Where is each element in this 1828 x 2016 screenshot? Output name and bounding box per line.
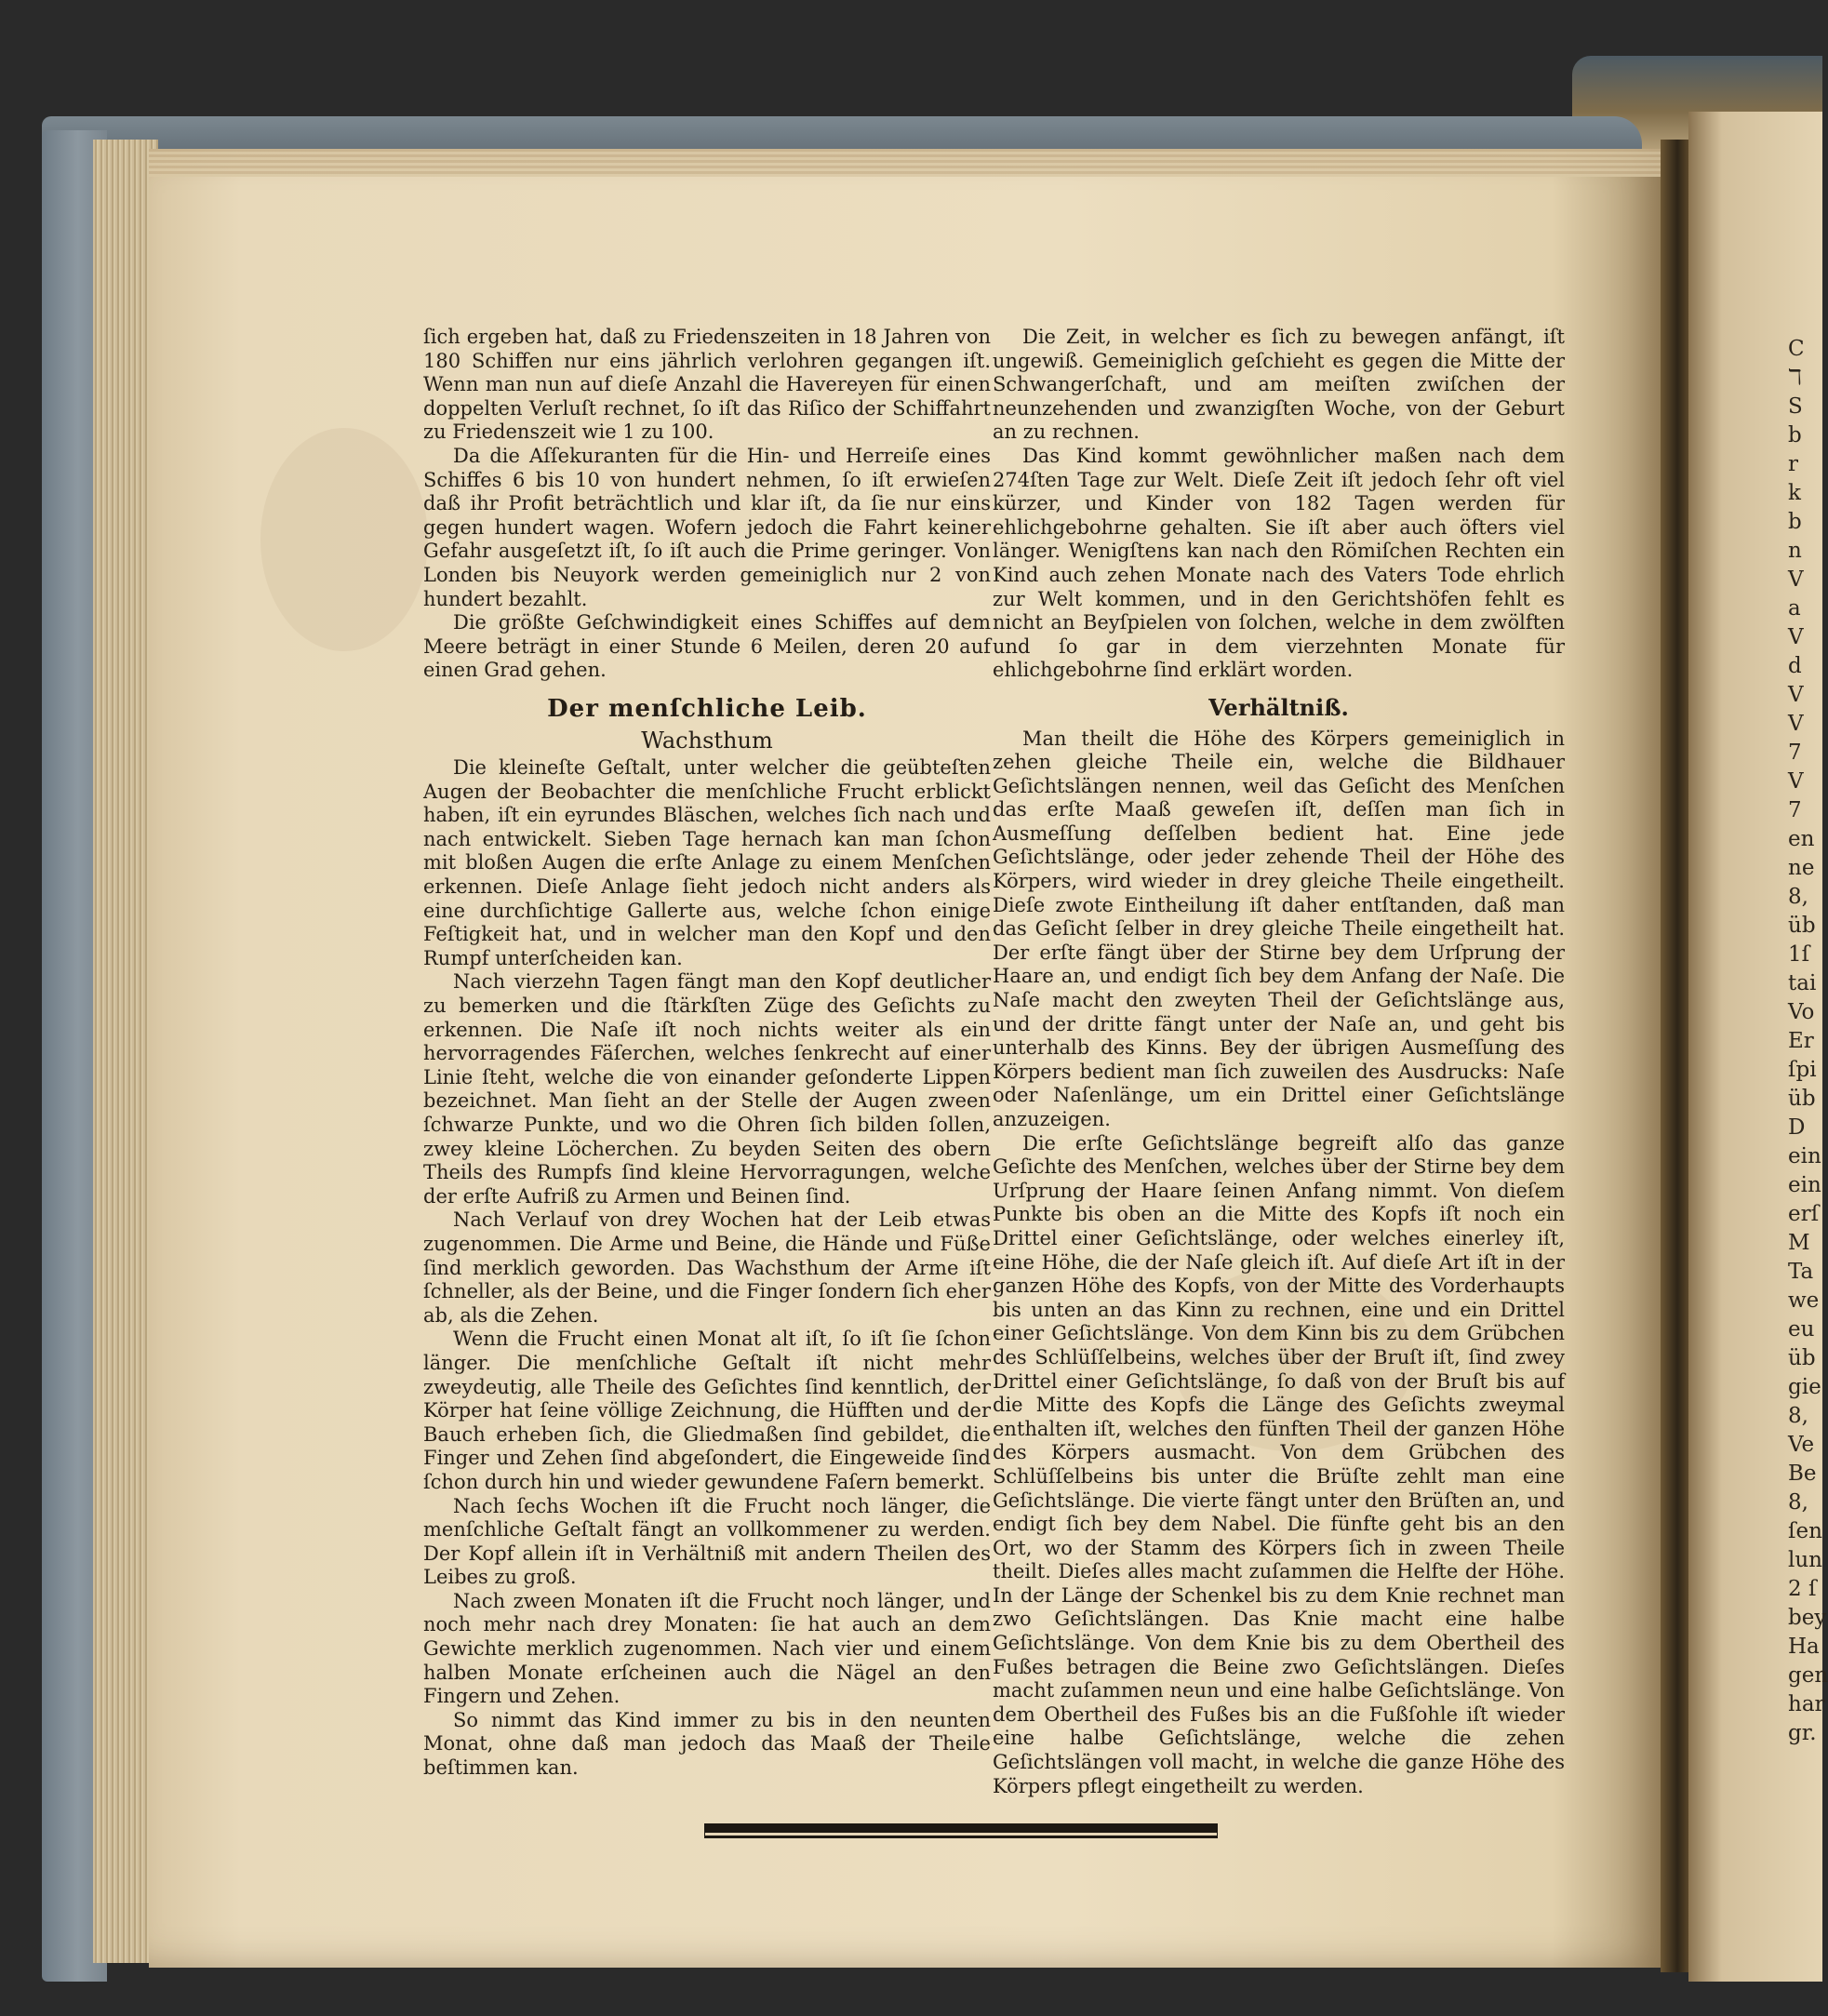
- facing-page-fragment: 2 ſ: [1788, 1577, 1817, 1601]
- facing-page-fragment: n: [1788, 539, 1802, 563]
- paper-stain: [260, 428, 428, 651]
- section-heading: Der menſchliche Leib.: [547, 694, 867, 723]
- paragraph: ſich ergeben hat, daß zu Friedenszeiten in 18 Jahren von 180 Schiffen nur eins jährlich verlohren gegangen iſt. Wenn man nun auf dieſe Anzahl die Havereyen für einen doppelten Verluſt rechnet, ſo iſt das Riſico der Schiffahrt zu Friedenszeit wie 1 zu 100.: [423, 326, 991, 444]
- facing-page-fragment: D: [1788, 1115, 1806, 1140]
- facing-page-fragment: en: [1788, 827, 1815, 851]
- facing-page-fragment: Ha: [1788, 1635, 1820, 1659]
- facing-page-fragment: gr.: [1788, 1721, 1817, 1745]
- subsection-heading: Wachsthum: [641, 727, 773, 754]
- facing-page-fragment: 7: [1788, 798, 1802, 822]
- facing-page-fragment: ne: [1788, 856, 1815, 880]
- facing-page-fragment: Be: [1788, 1462, 1817, 1486]
- facing-page-fragment: M: [1788, 1231, 1810, 1255]
- left-column: [423, 326, 991, 1781]
- facing-page-fragment: ℸ: [1788, 366, 1802, 390]
- paragraph: Nach zween Monaten iſt die Frucht noch länger, und noch mehr nach drey Monaten: ſie hat auch an dem Gewichte merklich zugenommen. Nach vier und einem halben Monate erſcheinen auch die Nägel an den Fingern und Zehen.: [423, 1589, 991, 1708]
- facing-page-fragment: V: [1788, 712, 1804, 736]
- facing-page-fragment: Ve: [1788, 1433, 1815, 1457]
- facing-page-fragment: d: [1788, 654, 1802, 678]
- facing-page-fragment: we: [1788, 1288, 1820, 1313]
- facing-page-fragment: gen: [1788, 1663, 1828, 1688]
- paragraph: Die kleineſte Geſtalt, unter welcher die geübteſten Augen der Beobachter die menſchliche Frucht erblickt haben, iſt ein eyrundes Bläschen, welches ſich nach und nach entwickelt. Sieben Tage hernach kan man ſchon mit bloßen Augen die erſte Anlage zu einem Menſchen erkennen. Dieſe Anlage ſieht jedoch nicht anders als eine durchſichtige Gallerte aus, welche ſchon einige Feſtigkeit hat, und in welcher man den Kopf und den Rumpf unterſcheiden kan.: [423, 756, 991, 969]
- facing-page-fragment: lun: [1788, 1548, 1822, 1572]
- facing-page-fragment: V: [1788, 625, 1804, 649]
- facing-page-fragment: 8,: [1788, 885, 1808, 909]
- facing-page-fragment: tai: [1788, 971, 1817, 995]
- facing-page-fragment: bey: [1788, 1606, 1827, 1630]
- facing-page-fragment: C: [1788, 337, 1805, 361]
- facing-page-fragment: ſen: [1788, 1519, 1822, 1543]
- facing-page-text-fragments: [1788, 335, 1828, 1748]
- paragraph: Die erſte Geſichtslänge begreift alſo das ganze Geſichte des Menſchen, welches über der Stirne bey dem Urſprung der Haare ſeinen Anfang nimmt. Von dieſem Punkte bis oben an die Mitte des Kopfs iſt noch ein Drittel einer Geſichtslänge, oder welches einerley iſt, eine Höhe, die der Naſe gleich iſt. Auf dieſe Art iſt in der ganzen Höhe des Kopfs, von der Mitte des Vorderhaupts bis unten an das Kinn zu rechnen, eine und ein Drittel einer Geſichtslänge. Von dem Kinn bis zu dem Grübchen des Schlüſſelbeins, welches über der Bruſt iſt, ſind zwey Drittel einer Geſichtslänge, ſo daß von der Bruſt bis auf die Mitte des Kopfs die Länge des Geſichts zweymal enthalten iſt, welches den fünften Theil der ganzen Höhe des Körpers ausmacht. Von dem Grübchen des Schlüſſelbeins bis unter die Brüſte zehlt man eine Geſichtslänge. Die vierte fängt unter den Brüſten an, und endigt ſich bey dem Nabel. Die fünfte geht bis an den Ort, wo der Stamm des Körpers ſich in zween Theile theilt. Dieſes alles macht zuſammen die Helfte der Höhe. In der Länge der Schenkel bis zu dem Knie rechnet man zwo Geſichtslängen. Das Knie macht eine halbe Geſichtslänge. Von dem Knie bis zu dem Obertheil des Fußes betragen die Beine zwo Geſichtslängen. Dieſes macht zuſammen neun und eine halbe Geſichtslänge. Von dem Obertheil des Fußes bis an die Fußſohle iſt wieder eine halbe Geſichtslänge, welche die zehen Geſichtslängen voll macht, in welche die ganze Höhe des Körpers pflegt eingetheilt zu werden.: [993, 1131, 1565, 1797]
- facing-page-fragment: eu: [1788, 1317, 1815, 1342]
- facing-page-fragment: V: [1788, 567, 1804, 592]
- paragraph: Da die Aſſekuranten für die Hin- und Herreiſe eines Schiffes 6 bis 10 von hundert nehmen, ſo iſt erwieſen daß ihr Profit beträchtlich und klar iſt, da ſie nur eins gegen hundert wagen. Wofern jedoch die Fahrt keiner Gefahr ausgeſetzt iſt, ſo iſt auch die Prime geringer. Von Londen bis Neuyork werden gemeiniglich nur 2 von hundert bezahlt.: [423, 444, 991, 610]
- facing-page-fragment: S: [1788, 394, 1803, 419]
- paragraph: Nach ſechs Wochen iſt die Frucht noch länger, die menſchliche Geſtalt fängt an vollkommener zu werden. Der Kopf allein iſt in Verhältniß mit andern Theilen des Leibes zu groß.: [423, 1494, 991, 1589]
- facing-page-fragment: üb: [1788, 914, 1816, 938]
- facing-page-fragment: ein: [1788, 1173, 1821, 1197]
- facing-page-fragment: üb: [1788, 1346, 1816, 1370]
- paragraph: Die größte Geſchwindigkeit eines Schiffes auf dem Meere beträgt in einer Stunde 6 Meilen, deren 20 auf einen Grad gehen.: [423, 611, 991, 682]
- facing-page-fragment: 1ſ: [1788, 942, 1810, 967]
- facing-page-fragment: üb: [1788, 1087, 1816, 1111]
- paragraph: Das Kind kommt gewöhnlicher maßen nach dem 274ſten Tage zur Welt. Dieſe Zeit iſt jedoch ſehr oft viel kürzer, und Kinder von 182 Tagen werden für ehlichgebohrne gehalten. Sie iſt aber auch öfters viel länger. Wenigſtens kan nach den Römiſchen Rechten ein Kind auch zehen Monate nach des Vaters Tode ehrlich zur Welt kommen, und in den Gerichtshöfen fehlt es nicht an Beyſpielen von ſolchen, welche in dem zwölften und ſo gar in dem vierzehnten Monate für ehlichgebohrne ſind erklärt worden.: [993, 444, 1565, 682]
- facing-page-fragment: b: [1788, 423, 1802, 447]
- facing-page-fragment: ſpi: [1788, 1058, 1817, 1082]
- paragraph: Nach Verlauf von drey Wochen hat der Leib etwas zugenommen. Die Arme und Beine, die Hände und Füße ſind merklich geworden. Das Wachsthum der Arme iſt ſchneller, als der Beine, und die Finger ſondern ſich eher ab, als die Zehen.: [423, 1208, 991, 1327]
- facing-page-fragment: r: [1788, 452, 1798, 476]
- facing-page-fragment: V: [1788, 683, 1804, 707]
- paragraph: Die Zeit, in welcher es ſich zu bewegen anfängt, iſt ungewiß. Gemeiniglich geſchieht es gegen die Mitte der Schwangerſchaft, und am meiſten zwiſchen der neunzehenden und zwanzigſten Woche, von der Geburt an zu rechnen.: [993, 326, 1565, 444]
- facing-page-fragment: 8,: [1788, 1490, 1808, 1515]
- facing-page-fragment: gie: [1788, 1375, 1821, 1399]
- facing-page-fragment: ein: [1788, 1144, 1821, 1168]
- facing-page-fragment: Ta: [1788, 1260, 1814, 1284]
- paragraph: So nimmt das Kind immer zu bis in den neunten Monat, ohne daß man jedoch das Maaß der Theile beſtimmen kan.: [423, 1708, 991, 1780]
- section-heading: Verhältniß.: [1208, 693, 1349, 721]
- facing-page-fragment: V: [1788, 769, 1804, 794]
- facing-page-fragment: har: [1788, 1692, 1825, 1716]
- facing-page-fragment: k: [1788, 481, 1801, 505]
- paragraph: Nach vierzehn Tagen fängt man den Kopf deutlicher zu bemerken und die ſtärkſten Züge des Geſichts zu erkennen. Die Naſe iſt noch nichts weiter als ein hervorragendes Fäſerchen, welches ſenkrecht auf einer Linie ſteht, welche die von einander geſonderte Lippen bezeichnet. Man ſieht an der Stelle der Augen zween ſchwarze Punkte, und wo die Ohren ſich bilden ſollen, zwey kleine Löcherchen. Zu beyden Seiten des obern Theils des Rumpfs ſind kleine Hervorragungen, welche der erſte Aufriß zu Armen und Beinen ſind.: [423, 970, 991, 1208]
- facing-page-fragment: 7: [1788, 741, 1802, 765]
- facing-page-fragment: Er: [1788, 1029, 1814, 1053]
- facing-page-fragment: erſ: [1788, 1202, 1820, 1226]
- facing-page-fragment: 8,: [1788, 1404, 1808, 1428]
- facing-page-fragment: Vo: [1788, 1000, 1815, 1024]
- paragraph: Wenn die Frucht einen Monat alt iſt, ſo iſt ſie ſchon länger. Die menſchliche Geſtalt iſt nicht mehr zweydeutig, alle Theile des Geſichtes ſind kenntlich, der Körper hat ſeine völlige Zeichnung, die Hüfften und der Bauch erheben ſich, die Gliedmaßen ſind gebildet, die Finger und Zehen ſind abgeſondert, die Eingeweide ſind ſchon durch hin und wieder gewundene Faſern bemerkt.: [423, 1328, 991, 1493]
- page-top-edge: [149, 149, 1675, 177]
- right-column: [993, 326, 1565, 1798]
- book-gutter: [1661, 140, 1688, 1972]
- end-rule: [704, 1823, 1218, 1833]
- facing-page-fragment: a: [1788, 596, 1801, 621]
- facing-page-fragment: b: [1788, 510, 1802, 534]
- paragraph: Man theilt die Höhe des Körpers gemeiniglich in zehen gleiche Theile ein, welche die Bildhauer Geſichtslängen nennen, weil das Geſicht des Menſchen das erſte Maaß geweſen iſt, deſſen man ſich in Ausmeſſung deſſelben bedient hat. Eine jede Geſichtslänge, oder jeder zehende Theil der Höhe des Körpers, wird wieder in drey gleiche Theile eingetheilt. Dieſe zwote Eintheilung iſt daher entſtanden, daß man das Geſicht ſelber in drey gleiche Theile eingetheilt hat. Der erſte fängt über der Stirne bey dem Urſprung der Haare an, und endigt ſich bey dem Anfang der Naſe. Die Naſe macht den zweyten Theil der Geſichtslänge aus, und der dritte fängt unter der Naſe an, und geht bis unterhalb des Kinns. Bey der übrigen Ausmeſſung des Körpers bedient man ſich zuweilen des Ausdrucks: Naſe oder Naſenlänge, um ein Drittel einer Geſichtslänge anzuzeigen.: [993, 727, 1565, 1130]
